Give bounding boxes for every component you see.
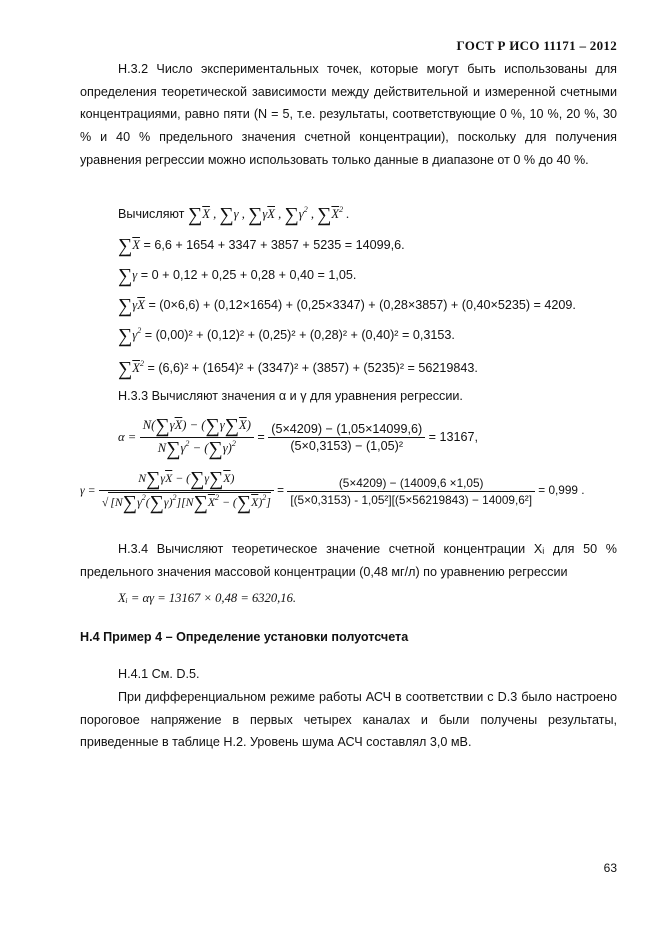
page-number: 63	[603, 861, 617, 875]
gamma-numerator: (5×4209) − (14009,6 ×1,05)	[287, 476, 535, 492]
gamma-result: = 0,999 .	[538, 483, 585, 498]
alpha-result: = 13167,	[428, 429, 479, 444]
eq-sum-x2: $\sum\overline{X}^2 = (6,6)^2 + (1654)^2 + (3347)^2 + (3857) + (5235)^2 = 56219843$.	[118, 358, 478, 380]
alpha-formula: α = $\frac{N(\sum\gamma\overline{X}) - (\sum\gamma\sum\overline{X})}{N\sum\gamma^2 - (\sum\gamma)^2}$ = $\frac{(5\times 4209) - (1,05\times 14099,6)}{\text{(5×0,3153) − (1,05)²}}$ = 13167,	[118, 415, 479, 460]
eq-sum-gx-value: = (0×6,6) + (0,12×1654) + (0,25×3347) + (0,28×3857) + (0,40×5235) = 4209.	[148, 298, 576, 312]
alpha-numerator: (5×4209) − (1,05×14099,6)	[268, 422, 425, 438]
xi-formula: Xᵢ = αγ = 13167 × 0,48 = 6320,16.	[118, 591, 297, 605]
para-h34: Н.3.4 Вычисляют теоретическое значение счетной концентрации Xᵢ для 50 % предельного значения массовой концентрации (0,48 мг/л) по уравнению регрессии	[80, 542, 617, 579]
eq-sum-gx: $\sum\gamma\overline{X} = (0\times 6,6) + (0,12\times 1654) + (0,25\times 3347) + (0,28\times 3857) + (0,40\times 5235) = 4209$.	[118, 295, 576, 317]
eq-sum-x2-value: = (6,6)² + (1654)² + (3347)² + (3857) + (5235)² = 56219843.	[147, 361, 478, 375]
eq-sum-g2-value: = (0,00)² + (0,12)² + (0,25)² + (0,28)² + (0,40)² = 0,3153.	[144, 328, 455, 342]
para-h41: Н.4.1 См. D.5.	[118, 667, 200, 681]
gamma-denominator-a: (5×0,3153) - 1,05²	[293, 492, 389, 507]
para-h33: Н.3.3 Вычисляют значения α и γ для уравнения регрессии.	[118, 389, 463, 403]
eq-sum-x: $\sum\overline{X} = 6,6 + 1654 + 3347 + 3857 + 5235 = 14099,6$.	[118, 235, 405, 257]
section-h4-heading: Н.4 Пример 4 – Определение установки полуотсчета	[80, 630, 409, 644]
compute-line: Вычисляют $\sum\overline{X}$ , ∑γ , $\sum\gamma\overline{X}$ , $\sum\gamma^2$ , $\sum\overline{X}^2$ .	[118, 204, 350, 226]
compute-label: Вычисляют	[118, 207, 185, 221]
gamma-denominator-b: (5×56219843) − 14009,6²	[394, 492, 529, 507]
para-h32: Н.3.2 Число экспериментальных точек, которые могут быть использованы для определения теоретической зависимости между действительной и измеренной счетными концентрациями, равно пяти (N = 5, т.е. результаты, соответствующие 0 %, 10 %, 20 %, 30 % и 40 % предельного значения счетной концентрации), поскольку для получения уравнения регрессии можно использовать только данные в диапазоне от 0 % до 40 %.	[80, 62, 617, 167]
eq-sum-g2: $\sum\gamma^2 = (0,00)^2 + (0,12)^2 + (0,25)^2 + (0,28)^2 + (0,40)^2 = 0,3153$.	[118, 325, 455, 347]
gamma-formula: γ = $\frac{N\sum\gamma\overline{X} - (\sum\gamma\sum\overline{X})}{√ [N\sum\gamma^2(\sum\gamma)^2][N\sum\overline{X}^2 - (\sum\overline{X})^2]}$ = $\frac{(5\times 4209) - (14009,6 \times 1,05)}{\text{[(5×0,3153) - 1,05²][(5×56219843) − 14009,6²]}}$ = 0,999 .	[80, 468, 585, 514]
alpha-denominator: (5×0,3153) − (1,05)²	[290, 439, 404, 453]
para-h4-body: При дифференциальном режиме работы АСЧ в соответствии с D.3 было настроено пороговое напряжение в первых четырех каналах и были получены результаты, приведенные в таблице Н.2. Уровень шума АСЧ составлял 3,0 мВ.	[80, 690, 617, 750]
eq-sum-g: ∑γ = 0 + 0,12 + 0,25 + 0,28 + 0,40 = 1,05.	[118, 265, 357, 287]
eq-sum-g-value: = 0 + 0,12 + 0,25 + 0,28 + 0,40 = 1,05.	[140, 268, 357, 282]
page-header: ГОСТ Р ИСО 11171 – 2012	[456, 38, 617, 53]
eq-sum-x-value: = 6,6 + 1654 + 3347 + 3857 + 5235 = 14099,6.	[143, 238, 405, 252]
